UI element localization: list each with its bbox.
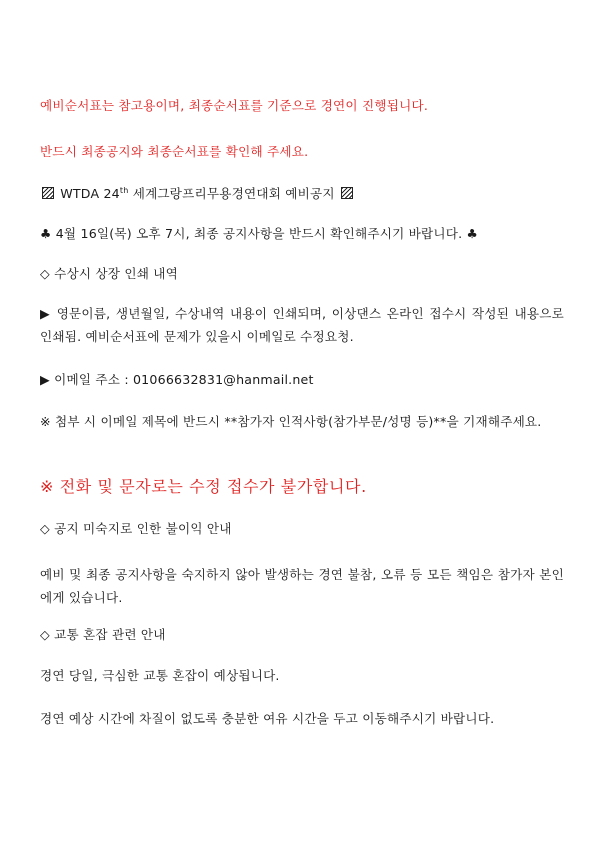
section-penalty-title: ◇ 공지 미숙지로 인한 불이익 안내 — [40, 521, 232, 536]
section-certificate-body: ▶ 영문이름, 생년월일, 수상내역 내용이 인쇄되며, 이상댄스 온라인 접수시 작성된 내용으로 인쇄됨. 예비순서표에 문제가 있을시 이메일로 수정요청. — [40, 306, 564, 344]
club-icon: ♣ — [466, 226, 479, 241]
club-icon: ♣ — [40, 226, 52, 241]
reference-notice: 예비순서표는 참고용이며, 최종순서표를 기준으로 경연이 진행됩니다. — [40, 98, 429, 113]
hatched-box-icon — [341, 187, 353, 199]
section-certificate-title: ◇ 수상시 상장 인쇄 내역 — [40, 266, 178, 281]
email-line: ▶ 이메일 주소 : 01066632831@hanmail.net — [40, 372, 314, 387]
date-notice: ♣ 4월 16일(목) 오후 7시, 최종 공지사항을 반드시 확인해주시기 바랍니다. ♣ — [40, 226, 479, 241]
section-traffic-body-2: 경연 예상 시간에 차질이 없도록 충분한 여유 시간을 두고 이동해주시기 바랍니다. — [40, 711, 495, 726]
section-traffic-title: ◇ 교통 혼잡 관련 안내 — [40, 627, 166, 642]
diamond-icon: ◇ — [40, 627, 50, 642]
hatched-box-icon — [42, 187, 54, 199]
arrow-icon: ▶ — [40, 306, 52, 321]
page-title: WTDA 24th 세계그랑프리무용경연대회 예비공지 — [40, 183, 564, 202]
section-traffic-body-1: 경연 당일, 극심한 교통 혼잡이 예상됩니다. — [40, 668, 280, 683]
diamond-icon: ◇ — [40, 266, 50, 281]
attach-note: ※ 첨부 시 이메일 제목에 반드시 **참가자 인적사항(참가부문/성명 등)**을 기재해주세요. — [40, 414, 542, 429]
section-penalty-body: 예비 및 최종 공지사항을 숙지하지 않아 발생하는 경연 불참, 오류 등 모든 책임은 참가자 본인에게 있습니다. — [40, 567, 564, 605]
no-phone-notice: ※ 전화 및 문자로는 수정 접수가 불가합니다. — [40, 477, 367, 496]
check-final-notice: 반드시 최종공지와 최종순서표를 확인해 주세요. — [40, 144, 309, 159]
arrow-icon: ▶ — [40, 372, 50, 387]
diamond-icon: ◇ — [40, 521, 50, 536]
